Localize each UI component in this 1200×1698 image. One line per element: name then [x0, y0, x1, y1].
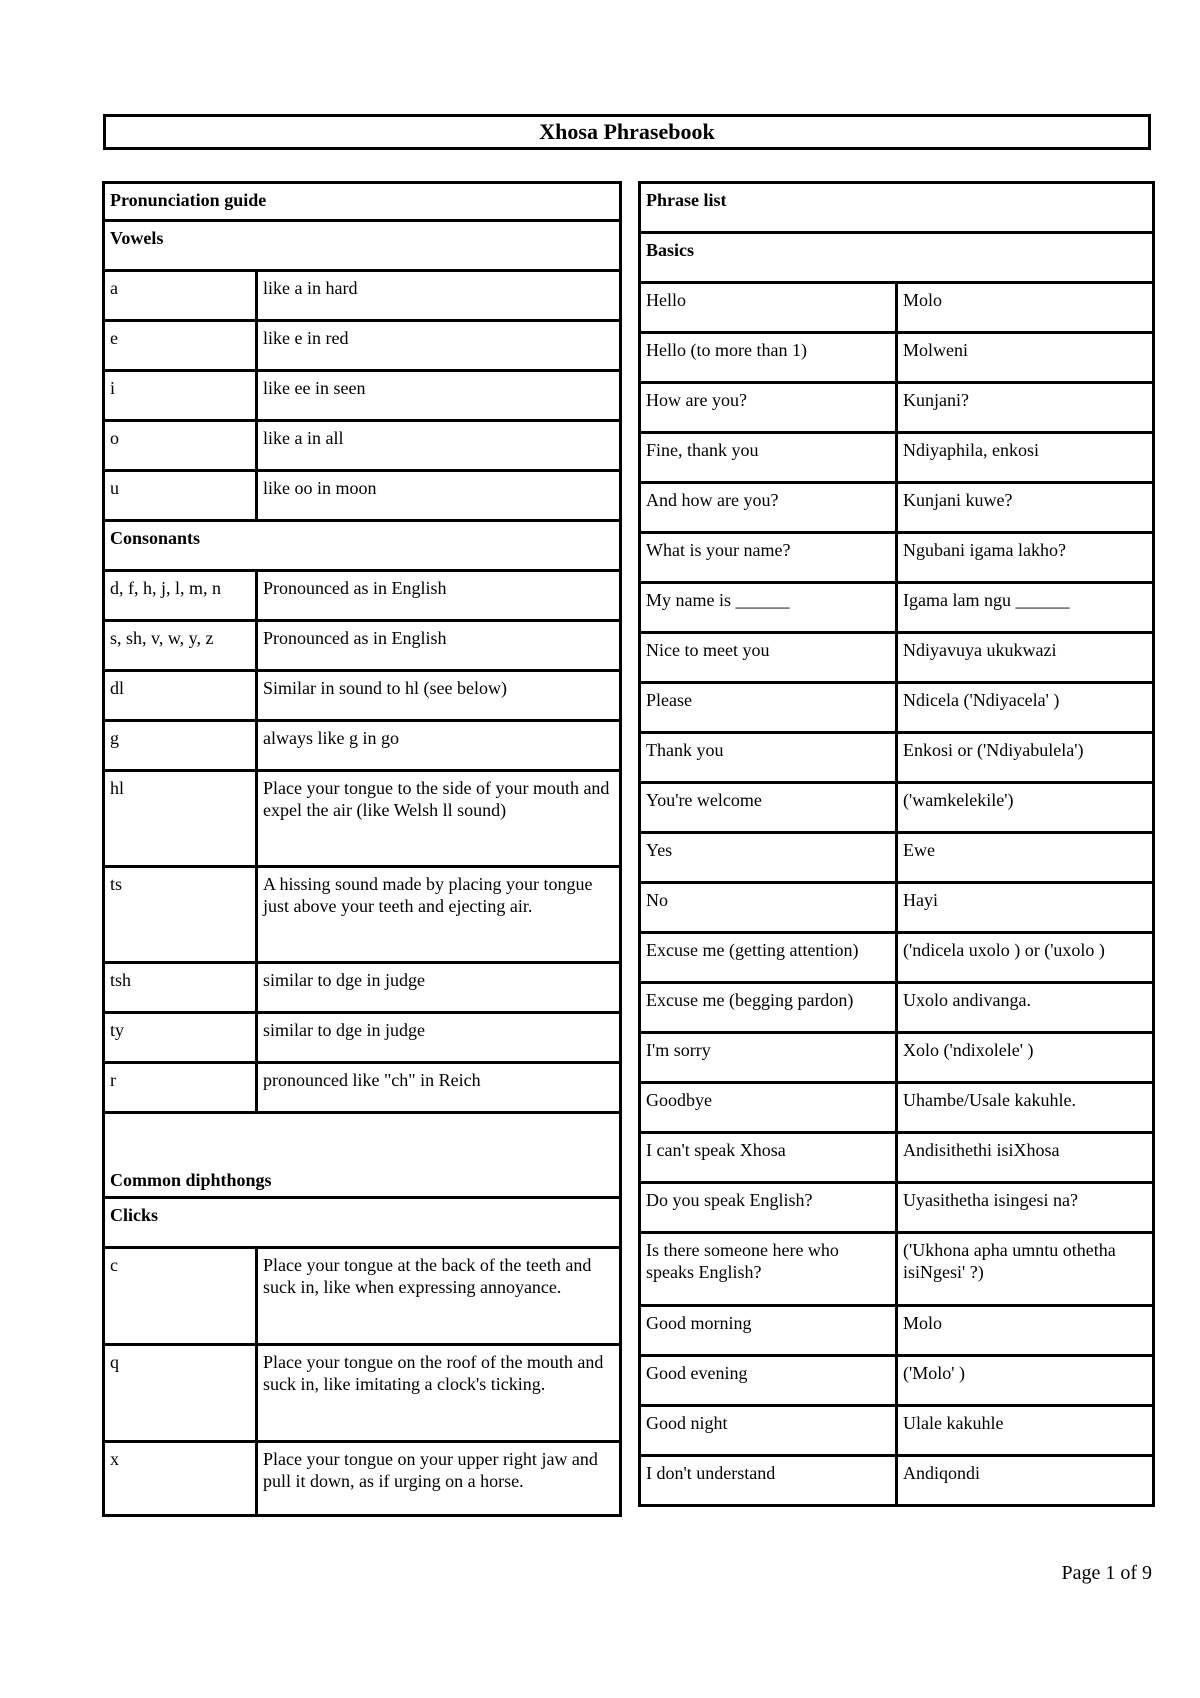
letter-cell: ts: [104, 867, 257, 963]
sound-cell: similar to dge in judge: [257, 1013, 621, 1063]
sound-cell: Pronounced as in English: [257, 621, 621, 671]
english-cell: My name is ______: [640, 583, 897, 633]
table-row: [640, 283, 1154, 333]
letter-cell: dl: [104, 671, 257, 721]
english-cell: Good night: [640, 1406, 897, 1456]
xhosa-cell: Andisithethi isiXhosa: [897, 1133, 1154, 1183]
english-cell: I can't speak Xhosa: [640, 1133, 897, 1183]
xhosa-cell: Xolo ('ndixolele' ): [897, 1033, 1154, 1083]
sound-cell: like ee in seen: [257, 371, 621, 421]
clicks-heading: Clicks: [104, 1198, 621, 1248]
letter-cell: ty: [104, 1013, 257, 1063]
table-row: [640, 1306, 1154, 1356]
letter-cell: u: [104, 471, 257, 521]
table-row: [640, 783, 1154, 833]
table-row: [640, 1356, 1154, 1406]
sound-cell: A hissing sound made by placing your tongue just above your teeth and ejecting air.: [257, 867, 621, 963]
table-row: [104, 671, 621, 721]
english-cell: And how are you?: [640, 483, 897, 533]
xhosa-cell: Enkosi or ('Ndiyabulela'): [897, 733, 1154, 783]
english-cell: Yes: [640, 833, 897, 883]
table-row: [640, 883, 1154, 933]
table-row: [104, 1345, 621, 1442]
table-row: [104, 1013, 621, 1063]
xhosa-cell: Hayi: [897, 883, 1154, 933]
xhosa-cell: Andiqondi: [897, 1456, 1154, 1506]
basics-heading: Basics: [640, 233, 1154, 283]
english-cell: Do you speak English?: [640, 1183, 897, 1233]
letter-cell: g: [104, 721, 257, 771]
table-row: [640, 533, 1154, 583]
table-row: [104, 371, 621, 421]
letter-cell: a: [104, 271, 257, 321]
english-cell: Hello: [640, 283, 897, 333]
letter-cell: r: [104, 1063, 257, 1113]
sound-cell: always like g in go: [257, 721, 621, 771]
letter-cell: o: [104, 421, 257, 471]
table-row: [640, 1233, 1154, 1306]
letter-cell: d, f, h, j, l, m, n: [104, 571, 257, 621]
table-row: [104, 271, 621, 321]
english-cell: Good morning: [640, 1306, 897, 1356]
table-row: [640, 433, 1154, 483]
table-row: [640, 1456, 1154, 1506]
table-row: [104, 621, 621, 671]
english-cell: Thank you: [640, 733, 897, 783]
sound-cell: Place your tongue at the back of the teeth and suck in, like when expressing annoyance.: [257, 1248, 621, 1345]
letter-cell: hl: [104, 771, 257, 867]
table-row: [104, 867, 621, 963]
table-row: [104, 1063, 621, 1113]
xhosa-cell: Ngubani igama lakho?: [897, 533, 1154, 583]
page-number: Page 1 of 9: [1061, 1562, 1152, 1584]
sound-cell: Similar in sound to hl (see below): [257, 671, 621, 721]
sound-cell: Pronounced as in English: [257, 571, 621, 621]
xhosa-cell: ('Ukhona apha umntu othetha isiNgesi' ?): [897, 1233, 1154, 1306]
table-row: [640, 1033, 1154, 1083]
letter-cell: x: [104, 1442, 257, 1516]
pronunciation-guide-table: [102, 181, 622, 1517]
table-row: [640, 383, 1154, 433]
table-row: [640, 1183, 1154, 1233]
sound-cell: like oo in moon: [257, 471, 621, 521]
sound-cell: Place your tongue on your upper right jaw and pull it down, as if urging on a horse.: [257, 1442, 621, 1516]
english-cell: You're welcome: [640, 783, 897, 833]
xhosa-cell: ('Molo' ): [897, 1356, 1154, 1406]
xhosa-cell: Uxolo andivanga.: [897, 983, 1154, 1033]
letter-cell: c: [104, 1248, 257, 1345]
xhosa-cell: Molweni: [897, 333, 1154, 383]
table-row: [104, 321, 621, 371]
table-row: [640, 1083, 1154, 1133]
xhosa-cell: Kunjani kuwe?: [897, 483, 1154, 533]
sound-cell: like a in all: [257, 421, 621, 471]
english-cell: Nice to meet you: [640, 633, 897, 683]
xhosa-cell: Molo: [897, 283, 1154, 333]
letter-cell: tsh: [104, 963, 257, 1013]
phrase-list-table: [638, 181, 1155, 1507]
sound-cell: similar to dge in judge: [257, 963, 621, 1013]
letter-cell: i: [104, 371, 257, 421]
xhosa-cell: Kunjani?: [897, 383, 1154, 433]
table-row: [640, 833, 1154, 883]
xhosa-cell: Igama lam ngu ______: [897, 583, 1154, 633]
vowels-heading: Vowels: [104, 221, 621, 271]
table-row: [104, 771, 621, 867]
consonants-heading: Consonants: [104, 521, 621, 571]
xhosa-cell: Uyasithetha isingesi na?: [897, 1183, 1154, 1233]
table-row: [640, 583, 1154, 633]
table-row: [104, 1442, 621, 1516]
document-title: Xhosa Phrasebook: [103, 114, 1151, 150]
english-cell: Excuse me (getting attention): [640, 933, 897, 983]
sound-cell: Place your tongue on the roof of the mouth and suck in, like imitating a clock's ticking.: [257, 1345, 621, 1442]
xhosa-cell: Ndiyavuya ukukwazi: [897, 633, 1154, 683]
xhosa-cell: Molo: [897, 1306, 1154, 1356]
phrase-list-heading: Phrase list: [640, 183, 1154, 233]
english-cell: I don't understand: [640, 1456, 897, 1506]
table-row: [104, 721, 621, 771]
english-cell: Goodbye: [640, 1083, 897, 1133]
english-cell: Fine, thank you: [640, 433, 897, 483]
english-cell: How are you?: [640, 383, 897, 433]
english-cell: Good evening: [640, 1356, 897, 1406]
sound-cell: pronounced like "ch" in Reich: [257, 1063, 621, 1113]
table-row: [104, 421, 621, 471]
table-row: [104, 571, 621, 621]
sound-cell: like a in hard: [257, 271, 621, 321]
table-row: [640, 483, 1154, 533]
english-cell: Is there someone here who speaks English?: [640, 1233, 897, 1306]
table-row: [104, 963, 621, 1013]
table-row: [640, 1406, 1154, 1456]
sound-cell: Place your tongue to the side of your mouth and expel the air (like Welsh ll sound): [257, 771, 621, 867]
letter-cell: q: [104, 1345, 257, 1442]
diphthongs-heading: Common diphthongs: [104, 1113, 621, 1198]
xhosa-cell: ('wamkelekile'): [897, 783, 1154, 833]
xhosa-cell: Ndiyaphila, enkosi: [897, 433, 1154, 483]
xhosa-cell: Ewe: [897, 833, 1154, 883]
letter-cell: s, sh, v, w, y, z: [104, 621, 257, 671]
table-row: [640, 933, 1154, 983]
xhosa-cell: Ndicela ('Ndiyacela' ): [897, 683, 1154, 733]
table-row: [104, 471, 621, 521]
letter-cell: e: [104, 321, 257, 371]
xhosa-cell: Ulale kakuhle: [897, 1406, 1154, 1456]
sound-cell: like e in red: [257, 321, 621, 371]
english-cell: Excuse me (begging pardon): [640, 983, 897, 1033]
table-row: [640, 1133, 1154, 1183]
table-row: [640, 333, 1154, 383]
english-cell: What is your name?: [640, 533, 897, 583]
table-row: [640, 733, 1154, 783]
table-row: [104, 1248, 621, 1345]
xhosa-cell: ('ndicela uxolo ) or ('uxolo ): [897, 933, 1154, 983]
xhosa-cell: Uhambe/Usale kakuhle.: [897, 1083, 1154, 1133]
english-cell: No: [640, 883, 897, 933]
pronunciation-heading: Pronunciation guide: [104, 183, 621, 221]
english-cell: Hello (to more than 1): [640, 333, 897, 383]
table-row: [640, 983, 1154, 1033]
english-cell: Please: [640, 683, 897, 733]
english-cell: I'm sorry: [640, 1033, 897, 1083]
table-row: [640, 683, 1154, 733]
table-row: [640, 633, 1154, 683]
